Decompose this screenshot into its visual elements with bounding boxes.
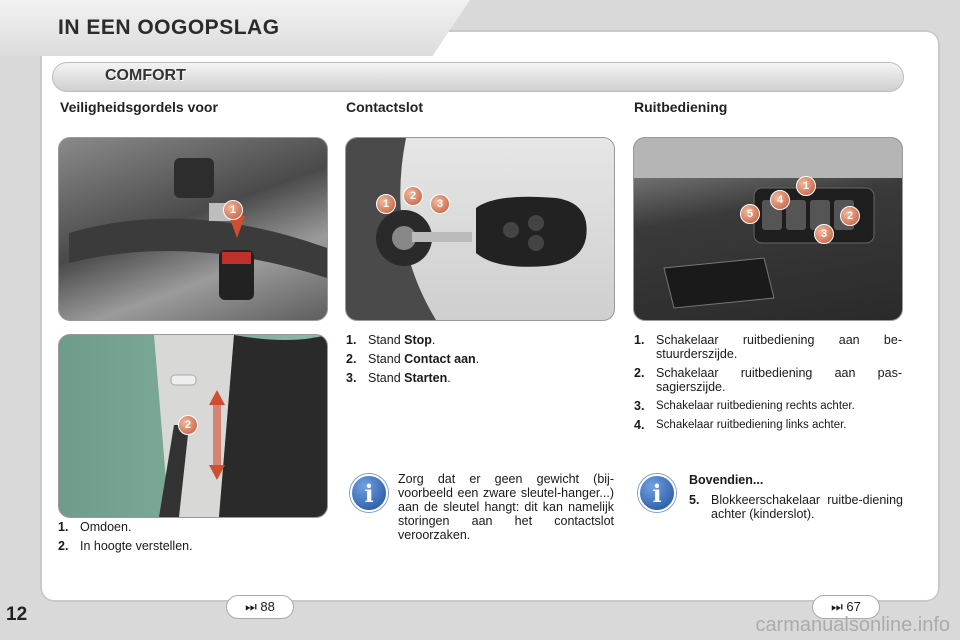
ignition-illustration: [346, 138, 614, 320]
callout-belt-1: 1: [223, 200, 243, 220]
ignition-list: [346, 333, 614, 390]
callout-ignition-3: 3: [430, 194, 450, 214]
section-title: COMFORT: [105, 67, 186, 84]
info-icon: i: [638, 474, 676, 512]
list-item: 2. Schakelaar ruitbediening aan pas-sagierszijde.: [634, 366, 902, 394]
windows-heading: Ruitbediening: [634, 99, 728, 115]
windows-note: [689, 473, 903, 521]
seatbelt-illustration: [59, 138, 327, 320]
ignition-note: Zorg dat er geen gewicht (bij-voorbeeld een zware sleutel-hanger...) aan de sleutel hangt: dit kan namelijk storingen aan het contactslot veroorzaken.: [398, 472, 614, 542]
callout-ignition-2: 2: [403, 186, 423, 206]
section-banner: [52, 62, 904, 92]
callout-window-3: 3: [814, 224, 834, 244]
callout-window-4: 4: [770, 190, 790, 210]
list-item: 1. Schakelaar ruitbediening aan be-stuurderszijde.: [634, 333, 902, 361]
info-icon: i: [350, 474, 388, 512]
seatbelt-buckle-photo: [58, 137, 328, 321]
page-number: 12: [6, 604, 28, 625]
page-ref-link-88[interactable]: ⏭ 88: [226, 595, 294, 619]
ignition-heading: Contactslot: [346, 99, 423, 115]
seatbelts-heading: Veiligheidsgordels voor: [60, 99, 218, 115]
seatbelts-list: [58, 520, 326, 558]
callout-window-2: 2: [840, 206, 860, 226]
window-switch-photo: [633, 137, 903, 321]
windows-list: [634, 333, 902, 437]
page-title: IN EEN OOGOPSLAG: [58, 16, 280, 39]
callout-ignition-1: 1: [376, 194, 396, 214]
list-item: 1. Omdoen.: [58, 520, 132, 534]
list-item: 3. Stand Starten.: [346, 371, 451, 385]
list-item: 1. Stand Stop.: [346, 333, 436, 347]
watermark: carmanualsonline.info: [755, 614, 950, 636]
list-item: 4. Schakelaar ruitbediening links achter.: [634, 418, 847, 432]
list-item: 2. In hoogte verstellen.: [58, 539, 193, 553]
seatbelt-height-photo: [58, 334, 328, 518]
ignition-photo: [345, 137, 615, 321]
list-item: 3. Schakelaar ruitbediening rechts achter.: [634, 399, 855, 413]
callout-belt-2: 2: [178, 415, 198, 435]
callout-window-1: 1: [796, 176, 816, 196]
callout-window-5: 5: [740, 204, 760, 224]
page-ref-link-67[interactable]: ⏭ 67: [812, 595, 880, 619]
list-item: 2. Stand Contact aan.: [346, 352, 480, 366]
window-switch-illustration: [634, 138, 902, 320]
windows-note-title: Bovendien...: [689, 473, 764, 487]
list-item: 5. Blokkeerschakelaar ruitbe-diening achter (kinderslot).: [689, 493, 903, 521]
